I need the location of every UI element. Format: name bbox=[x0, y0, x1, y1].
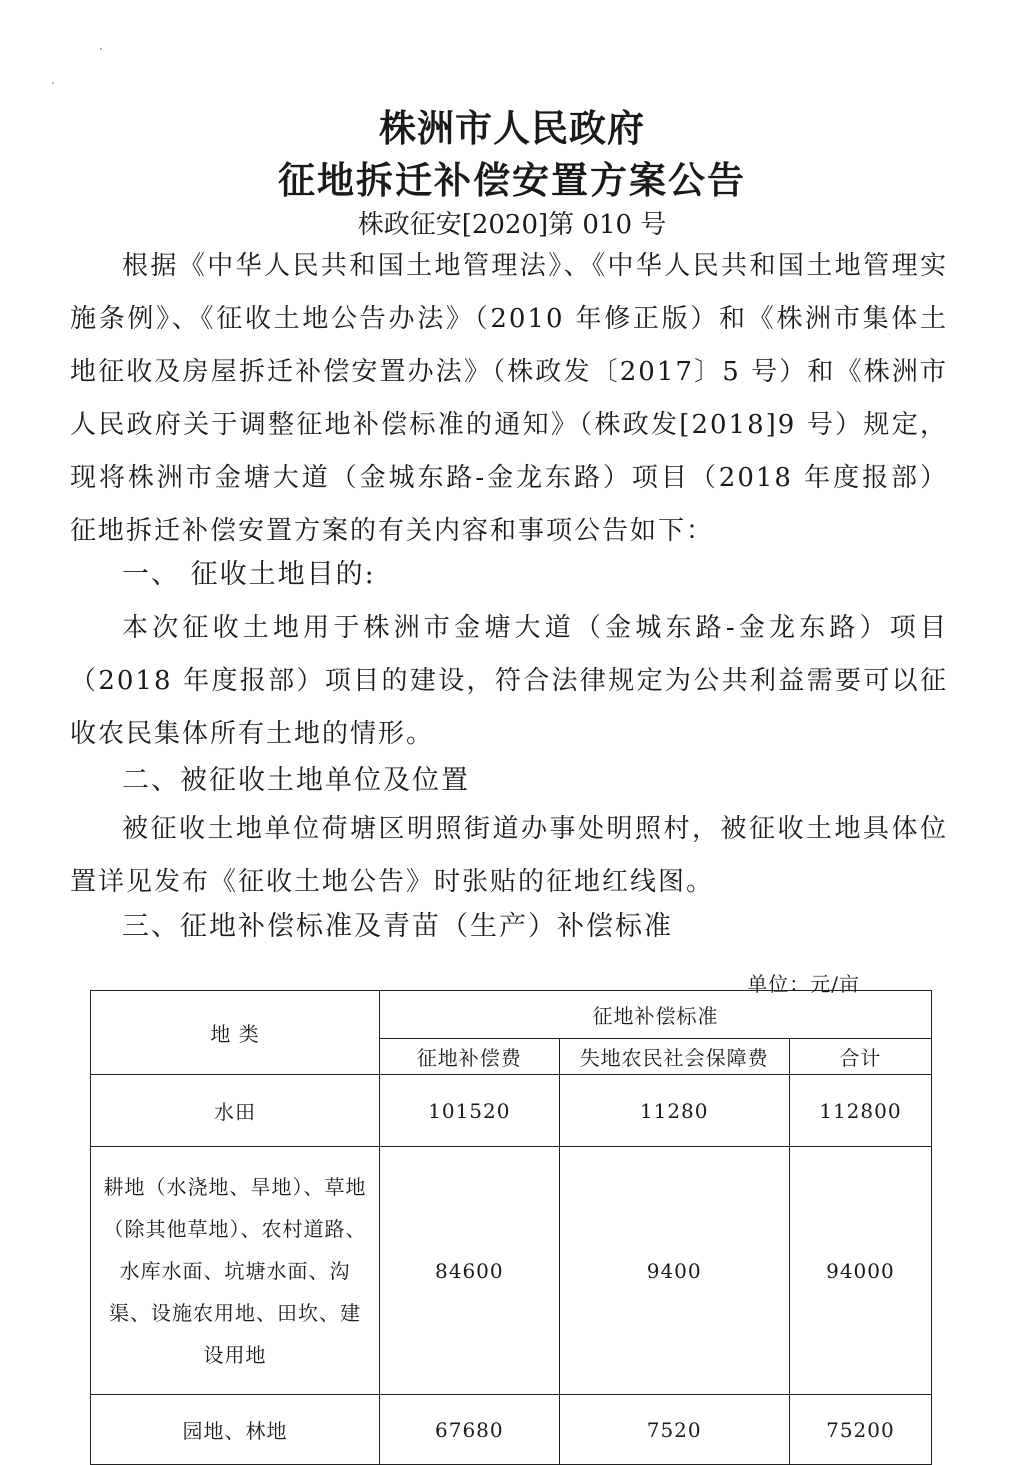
header-category-text: 地 类 bbox=[210, 1022, 260, 1046]
header-col3: 合计 bbox=[789, 1039, 931, 1075]
row-category: 园地、林地 bbox=[91, 1395, 380, 1465]
document-title-line2: 征地拆迁补偿安置方案公告 bbox=[278, 158, 746, 202]
scan-speck bbox=[52, 82, 54, 84]
section-body-2: 被征收土地单位荷塘区明照街道办事处明照村，被征收土地具体位置详见发布《征收土地公告》时张贴的征地红线图。 bbox=[70, 814, 948, 897]
header-col1: 征地补偿费 bbox=[380, 1039, 559, 1075]
row-col2: 9400 bbox=[559, 1147, 789, 1395]
scan-speck bbox=[100, 48, 102, 50]
section-body-1: 本次征收土地用于株洲市金塘大道（金城东路-金龙东路）项目（2018 年度报部）项目的建设，符合法律规定为公共利益需要可以征收农民集体所有土地的情形。 bbox=[70, 613, 948, 749]
header-col2: 失地农民社会保障费 bbox=[559, 1039, 789, 1075]
header-category bbox=[91, 991, 380, 1075]
row-col1: 101520 bbox=[380, 1075, 559, 1147]
intro-paragraph: 根据《中华人民共和国土地管理法》、《中华人民共和国土地管理实施条例》、《征收土地公告办法》（2010 年修正版）和《株洲市集体土地征收及房屋拆迁补偿安置办法》（株政发〔2017〕5 号）和《株洲市人民政府关于调整征地补偿标准的通知》（株政发[2018]9 号）规定，现将株洲市金塘大道（金城东路-金龙东路）项目（2018 年度报部）征地拆迁补偿安置方案的有关内容和事项公告如下： bbox=[70, 251, 948, 546]
table-row bbox=[91, 1147, 932, 1395]
document-number: 株政征安[2020]第 010 号 bbox=[357, 210, 667, 240]
section-heading-1: 一、 征收土地目的: bbox=[122, 559, 376, 590]
section-heading-3: 三、征地补偿标准及青苗（生产）补偿标准 bbox=[122, 911, 673, 942]
row-col3: 75200 bbox=[789, 1395, 931, 1465]
section-heading-2: 二、被征收土地单位及位置 bbox=[122, 765, 470, 796]
table-header-row bbox=[91, 991, 932, 1039]
row-col1: 84600 bbox=[380, 1147, 559, 1395]
document-title-line1: 株洲市人民政府 bbox=[379, 106, 645, 150]
row-col3: 94000 bbox=[789, 1147, 931, 1395]
table-row bbox=[91, 1075, 932, 1147]
row-category: 水田 bbox=[91, 1075, 380, 1147]
row-col2: 11280 bbox=[559, 1075, 789, 1147]
row-category: 耕地（水浇地、旱地）、草地（除其他草地）、农村道路、水库水面、坑塘水面、沟渠、设施农用地、田坎、建设用地 bbox=[91, 1147, 380, 1395]
row-col1: 67680 bbox=[380, 1395, 559, 1465]
table-unit-label: 单位：元/亩 bbox=[747, 972, 860, 996]
table-row bbox=[91, 1395, 932, 1465]
row-col2: 7520 bbox=[559, 1395, 789, 1465]
compensation-table bbox=[90, 990, 932, 1465]
header-group: 征地补偿标准 bbox=[380, 991, 932, 1039]
row-col3: 112800 bbox=[789, 1075, 931, 1147]
